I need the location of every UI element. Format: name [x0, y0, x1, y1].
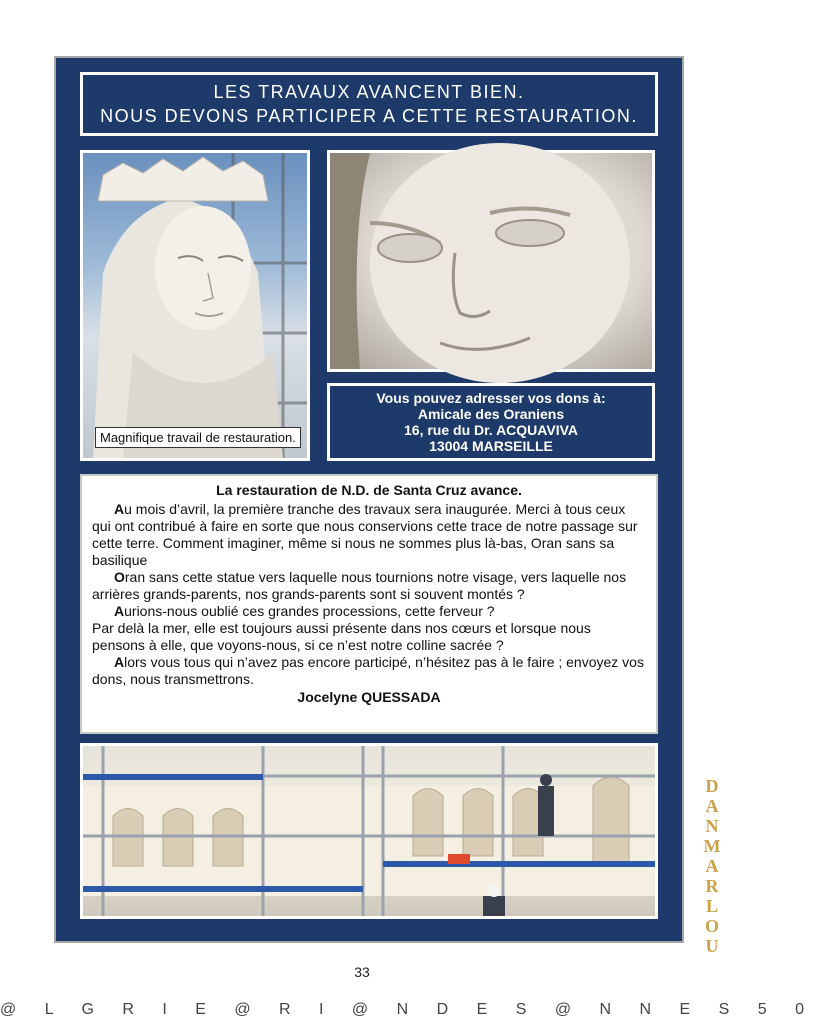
article-paragraph-5: Alors vous tous qui n’avez pas encore participé, n’hésitez pas à le faire ; envoyez vos dons, nous transmettrons.: [92, 654, 644, 687]
heading-line-2: NOUS DEVONS PARTICIPER A CETTE RESTAURATION.: [100, 106, 638, 126]
article-title: La restauration de N.D. de Santa Cruz avance.: [216, 482, 522, 498]
article-box: [80, 474, 658, 734]
article-signature: Jocelyne QUESSADA: [297, 689, 441, 705]
heading-box: [80, 72, 658, 136]
statue-caption: Magnifique travail de restauration.: [95, 427, 301, 448]
donation-address-box: [327, 383, 655, 461]
donation-intro: Vous pouvez adresser vos dons à:: [376, 390, 606, 406]
scaffolding-illustration: [83, 746, 655, 916]
heading-line-1: LES TRAVAUX AVANCENT BIEN.: [213, 82, 525, 102]
article-paragraph-1: Au mois d’avril, la première tranche des travaux sera inaugurée. Merci à tous ceux qui ont contribué à faire en sorte que nous conservions cette trace de notre passage sur cette terre. Comment imaginer, même si nous ne sommes plus là-bas, Oran sans sa basilique: [92, 501, 638, 568]
side-watermark-text: DANMARLOU: [703, 776, 721, 956]
statue-photo: [80, 150, 310, 461]
scaffolding-photo: [80, 743, 658, 919]
donation-street: 16, rue du Dr. ACQUAVIVA: [404, 422, 578, 438]
face-illustration: [330, 153, 652, 369]
donation-recipient: Amicale des Oraniens: [417, 406, 565, 422]
page-number: 33: [354, 964, 370, 980]
article-paragraph-3: Aurions-nous oublié ces grandes processions, cette ferveur ?: [114, 603, 495, 619]
article-paragraph-4: Par delà la mer, elle est toujours aussi présente dans nos cœurs et lorsque nous pensons à elle, que voyons-nous, si ce n’est notre colline sacrée ?: [92, 620, 591, 653]
face-closeup-photo: [327, 150, 655, 372]
statue-illustration: [83, 153, 307, 458]
donation-city: 13004 MARSEILLE: [429, 438, 553, 454]
article-paragraph-2: Oran sans cette statue vers laquelle nous tournions notre visage, vers laquelle nos arrières grands-parents, nos grands-parents sont si souvent montés ?: [92, 569, 627, 602]
footer-watermark: @ L G R I E @ R I @ N D E S @ N N E S 5 0: [0, 1001, 816, 1018]
